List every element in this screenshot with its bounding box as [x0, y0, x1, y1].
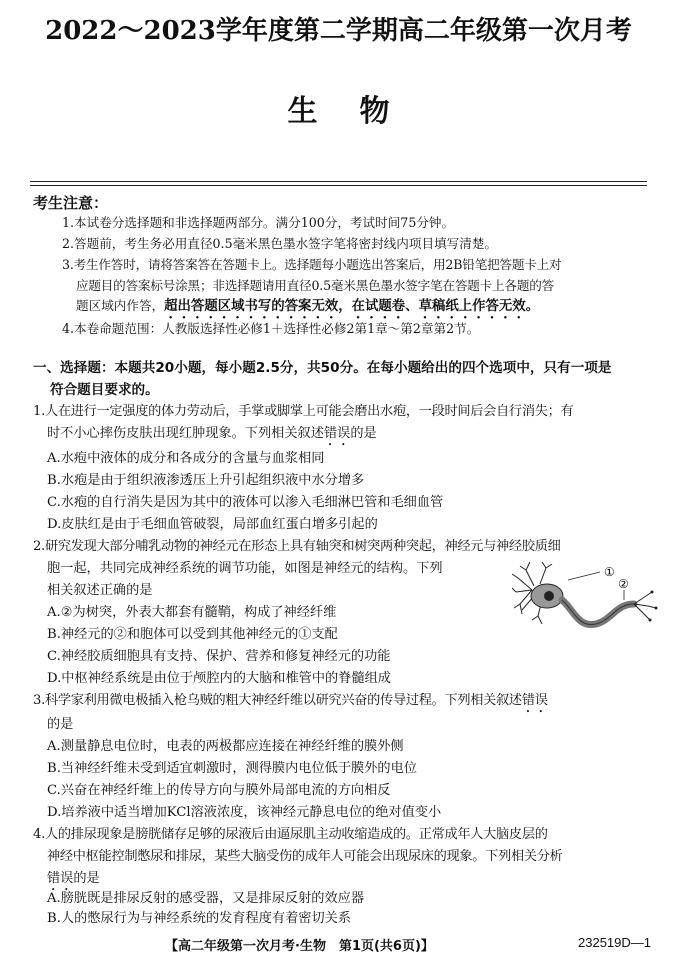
neuron-label-2: ②: [618, 577, 629, 591]
q4-option-a: A.膀胱既是排尿反射的感受器，又是排尿反射的效应器: [47, 891, 365, 906]
q3-stem: [33, 692, 548, 716]
q3-stem-tail: 的是: [47, 717, 74, 732]
q3-option-c: C.兴奋在神经纤维上的传导方向与膜外局部电流的方向相反: [47, 783, 391, 798]
notice-item-3-plain: 题区域内作答，: [76, 298, 165, 313]
q2-stem-cont: 胞一起，共同完成神经系统的调节功能，如图是神经元的结构。下列: [47, 561, 443, 576]
q3-option-b: B.当神经纤维未受到适宜刺激时，测得膜内电位低于膜外的电位: [47, 761, 417, 776]
notice-item-3-cont: 应题目的答案标号涂黑；非选择题请用直径0.5毫米黑色墨水签字笔在答题卡上各题的答: [76, 278, 554, 293]
q1-stem: 1.人在进行一定强度的体力劳动后，手掌或脚掌上可能会磨出水疱，一段时间后会自行消失；有: [33, 404, 574, 419]
q3-emphasis: 错误: [521, 693, 548, 708]
neuron-diagram: [512, 560, 662, 642]
q3-option-d: D.培养液中适当增加KCl溶液浓度，该神经元静息电位的绝对值变小: [47, 805, 442, 820]
q4-option-b: B.人的憋尿行为与神经系统的发育程度有着密切关系: [47, 911, 352, 926]
footer-page-info: 【高二年级第一次月考·生物 第1页(共6页)】: [165, 939, 434, 954]
q2-option-d: D.中枢神经系统是由位于颅腔内的大脑和椎管中的脊髓组成: [47, 671, 391, 686]
q4-stem-cont: 神经中枢能控制憋尿和排尿，某些大脑受伤的成年人可能会出现尿床的现象。下列相关分析: [47, 849, 563, 864]
notice-item-3-end: [76, 297, 539, 322]
notice-item-4: 4.本卷命题范围：人教版选择性必修1＋选择性必修2第1章～第2章第2节。: [62, 321, 480, 336]
section-heading-cont: 符合题目要求的。: [50, 382, 159, 398]
q1-stem-cont: [47, 425, 377, 449]
q2-option-a: A.②为树突，外表大都套有髓鞘，构成了神经纤维: [47, 605, 337, 620]
q4-stem-tail: 的是: [73, 871, 100, 886]
q2-option-b: B.神经元的②和胞体可以受到其他神经元的①支配: [47, 627, 338, 642]
neuron-label-1: ①: [604, 565, 615, 579]
footer-code: 232519D—1: [578, 935, 651, 950]
notice-heading: 考生注意：: [33, 194, 109, 212]
q2-option-c: C.神经胶质细胞具有支持、保护、营养和修复神经元的功能: [47, 649, 391, 664]
q1-stem-text: 时不小心摔伤皮肤出现红肿现象。下列相关叙述: [47, 426, 324, 441]
exam-title: 2022～2023学年度第二学期高二年级第一次月考: [45, 16, 632, 46]
q2-stem-end: 相关叙述正确的是: [47, 583, 153, 598]
subject-title: 生物: [287, 94, 432, 129]
q3-stem-text: 3.科学家利用微电极插入枪乌贼的粗大神经纤维以研究兴奋的传导过程。下列相关叙述: [33, 693, 522, 708]
notice-item-1: 1.本试卷分选择题和非选择题两部分。满分100分，考试时间75分钟。: [62, 215, 455, 230]
header-rule-thin: [30, 185, 647, 186]
section-heading: 一、选择题：本题共20小题，每小题2.5分，共50分。在每小题给出的四个选项中，只有一项是: [33, 360, 612, 376]
notice-item-3: 3.考生作答时，请将答案答在答题卡上。选择题每小题选出答案后，用2B铅笔把答题卡上对: [62, 257, 562, 272]
header-rule: [30, 181, 647, 182]
q3-option-a: A.测量静息电位时，电表的两极都应连接在神经纤维的膜外侧: [47, 739, 404, 754]
notice-item-2: 2.答题前，考生务必用直径0.5毫米黑色墨水签字笔将密封线内项目填写清楚。: [62, 236, 498, 251]
notice-item-3-emphasis: 超出答题区域书写的答案无效，在试题卷、草稿纸上作答无效。: [164, 299, 540, 314]
q4-stem: 4.人的排尿现象是膀胱储存足够的尿液后由逼尿肌主动收缩造成的。正常成年人大脑皮层的: [33, 827, 548, 842]
q1-stem-tail: 的是: [350, 426, 377, 441]
q1-option-a: A.水疱中液体的成分和各成分的含量与血浆相同: [47, 451, 325, 466]
q1-emphasis: 错误: [323, 426, 351, 441]
q1-option-d: D.皮肤红是由于毛细血管破裂，局部血红蛋白增多引起的: [47, 517, 378, 532]
q1-option-b: B.水疱是由于组织液渗透压上升引起组织液中水分增多: [47, 473, 365, 488]
q2-stem: 2.研究发现大部分哺乳动物的神经元在形态上具有轴突和树突两种突起，神经元与神经胶质细: [33, 539, 561, 554]
q4-emphasis: 错误: [47, 871, 74, 886]
q1-option-c: C.水疱的自行消失是因为其中的液体可以渗入毛细淋巴管和毛细血管: [47, 495, 444, 510]
